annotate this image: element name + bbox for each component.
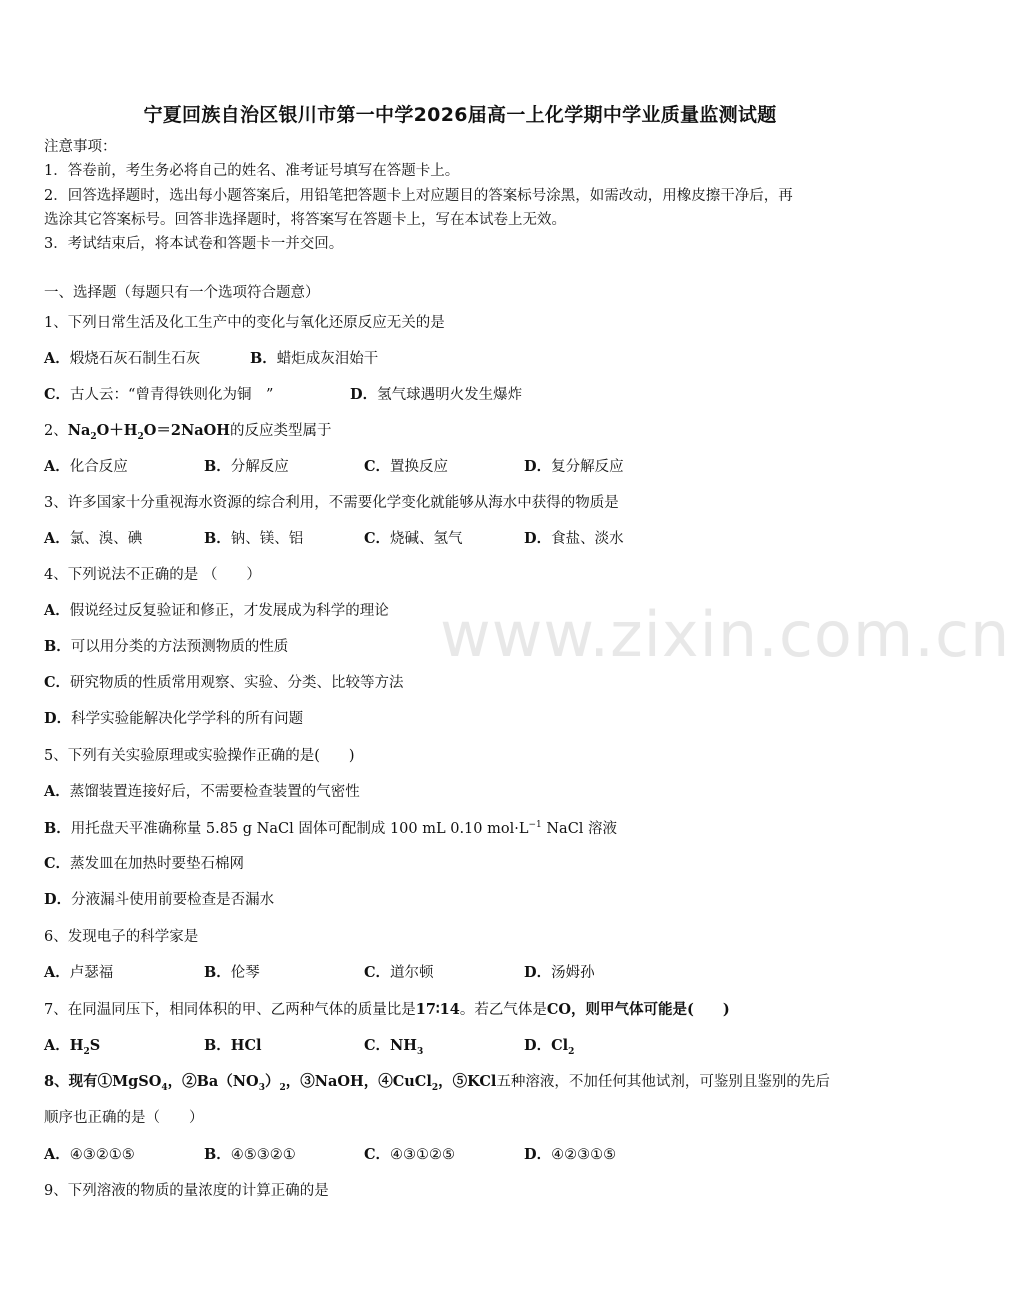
formula-subscript: 2: [90, 431, 97, 442]
option-key: A．: [44, 964, 70, 981]
option-key: C．: [364, 458, 391, 475]
q5-option-d: [44, 893, 274, 908]
q7-option-c: [364, 1039, 423, 1057]
option-key: B．: [250, 350, 277, 367]
option-key: D．: [44, 891, 72, 908]
option-text: 卢瑟福: [69, 965, 114, 981]
stem-text: 的反应类型属于: [229, 423, 332, 439]
formula-subscript: 2: [83, 1046, 90, 1057]
formula-subscript: 2: [279, 1082, 286, 1093]
option-text: 伦琴: [230, 965, 260, 981]
option-key: C．: [44, 855, 71, 872]
option-key: A．: [44, 1037, 70, 1054]
q4-option-d: [44, 712, 303, 727]
option-key: B．: [204, 1037, 231, 1054]
option-text: ④③①②⑤: [390, 1147, 456, 1163]
q4-option-b: [44, 640, 288, 655]
mass-ratio: 17∶14: [415, 1001, 460, 1018]
unit-superscript: −1: [528, 820, 542, 830]
option-key: A．: [44, 783, 70, 800]
q6-option-b: [204, 966, 260, 981]
option-text: 烧碱、氢气: [390, 531, 463, 547]
option-key: D．: [350, 386, 378, 403]
formula-part: H: [69, 1037, 84, 1054]
q5-option-b: [44, 821, 617, 836]
formula-part: O＝2NaOH: [143, 422, 230, 439]
section-heading: 一、选择题（每题只有一个选项符合题意）: [44, 285, 320, 301]
option-text: ④③②①⑤: [69, 1147, 135, 1163]
option-key: D．: [524, 964, 552, 981]
q8-option-c: [364, 1148, 455, 1163]
question-7-stem: [44, 1003, 730, 1018]
q7-option-a: [44, 1039, 100, 1057]
option-text: 蒸馏装置连接好后，不需要检查装置的气密性: [69, 784, 360, 800]
stem-text: ，则甲气体可能是( ): [571, 1001, 730, 1018]
stem-text: ，②Ba（NO: [167, 1073, 259, 1090]
option-text: 分液漏斗使用前要检查是否漏水: [71, 892, 275, 908]
option-text: 化合反应: [69, 459, 128, 475]
option-key: C．: [364, 1037, 391, 1054]
option-text: 科学实验能解决化学学科的所有问题: [71, 711, 304, 727]
q6-option-d: [524, 966, 595, 981]
option-text: 古人云：“曾青得铁则化为铜 ”: [70, 387, 274, 403]
option-key: D．: [44, 710, 72, 727]
q8-option-a: [44, 1148, 135, 1163]
stem-text: ，③NaOH，④CuCl: [285, 1073, 432, 1090]
option-text: 汤姆孙: [551, 965, 595, 981]
q7-option-b: [204, 1039, 262, 1054]
question-2-stem: [44, 424, 331, 442]
option-text: 分解反应: [230, 459, 289, 475]
question-4-stem: 4、下列说法不正确的是 （ ）: [44, 567, 261, 583]
option-key: A．: [44, 1146, 70, 1163]
option-text: 蜡炬成灰泪始干: [276, 351, 379, 367]
q3-option-a: [44, 532, 142, 547]
option-key: B．: [204, 458, 231, 475]
q1-option-b: [250, 352, 378, 367]
option-text: 道尔顿: [390, 965, 434, 981]
question-6-stem: 6、发现电子的科学家是: [44, 929, 199, 945]
reaction-equation: [67, 422, 230, 442]
option-text: 蒸发皿在加热时要垫石棉网: [70, 856, 245, 872]
option-key: C．: [364, 1146, 391, 1163]
option-text: 食盐、淡水: [551, 531, 624, 547]
option-key: B．: [44, 638, 71, 655]
formula-part: O＋H: [96, 422, 138, 439]
option-key: C．: [364, 530, 391, 547]
option-key: D．: [524, 458, 552, 475]
question-3-stem: 3、许多国家十分重视海水资源的综合利用，不需要化学变化就能够从海水中获得的物质是: [44, 495, 619, 511]
stem-text: 五种溶液，不加任何其他试剂，可鉴别且鉴别的先后: [496, 1074, 830, 1090]
question-8-stem: [44, 1075, 830, 1093]
watermark: www.zixin.com.cn: [440, 598, 1010, 671]
option-text: ④②③①⑤: [551, 1147, 617, 1163]
option-key: A．: [44, 530, 70, 547]
option-key: B．: [204, 530, 231, 547]
q2-option-d: [524, 460, 624, 475]
q4-option-c: [44, 676, 404, 691]
option-text: 氢气球遇明火发生爆炸: [377, 387, 523, 403]
option-key: A．: [44, 458, 70, 475]
option-key: A．: [44, 602, 70, 619]
stem-text: ）: [264, 1073, 280, 1090]
q5-option-a: [44, 785, 360, 800]
q2-option-c: [364, 460, 448, 475]
q6-option-c: [364, 966, 434, 981]
q4-option-a: [44, 604, 389, 619]
q3-option-c: [364, 532, 463, 547]
exam-title: 宁夏回族自治区银川市第一中学2026届高一上化学期中学业质量监测试题: [143, 104, 777, 126]
option-key: D．: [524, 1146, 552, 1163]
question-5-stem: 5、下列有关实验原理或实验操作正确的是( ): [44, 748, 355, 764]
option-text: 复分解反应: [551, 459, 624, 475]
q8-option-b: [204, 1148, 296, 1163]
formula-subscript: 2: [568, 1046, 575, 1057]
formula-co: CO: [546, 1001, 572, 1018]
question-9-stem: 9、下列溶液的物质的量浓度的计算正确的是: [44, 1183, 329, 1199]
formula-subscript: 3: [417, 1046, 424, 1057]
formula-subscript: 4: [161, 1082, 168, 1093]
notice-line-1: 1．答卷前，考生务必将自己的姓名、准考证号填写在答题卡上。: [44, 163, 460, 179]
question-number: 2、: [44, 423, 68, 439]
option-key: B．: [204, 964, 231, 981]
option-text: HCl: [230, 1037, 262, 1054]
formula-subscript: 2: [137, 431, 144, 442]
notice-heading: 注意事项：: [44, 139, 117, 155]
option-text: 用托盘天平准确称量 5.85 g NaCl 固体可配制成 100 mL 0.10 mol·L: [70, 820, 529, 837]
option-key: C．: [364, 964, 391, 981]
option-key: A．: [44, 350, 70, 367]
option-text: 研究物质的性质常用观察、实验、分类、比较等方法: [70, 675, 404, 691]
notice-line-3: 3．考试结束后，将本试卷和答题卡一并交回。: [44, 236, 344, 252]
option-text: 置换反应: [390, 459, 449, 475]
formula-part: NH: [390, 1037, 418, 1054]
option-key: C．: [44, 674, 71, 691]
option-text: 氯、溴、碘: [69, 531, 143, 547]
stem-text: 7、在同温同压下，相同体积的甲、乙两种气体的质量比是: [44, 1002, 416, 1018]
formula-subscript: 2: [431, 1082, 439, 1093]
option-text: 煅烧石灰石制生石灰: [69, 351, 201, 367]
option-key: C．: [44, 386, 71, 403]
stem-text: 。若乙气体是: [459, 1002, 547, 1018]
stem-text: ，⑤KCl: [438, 1073, 497, 1090]
formula-part: Cl: [551, 1037, 569, 1054]
option-text: 假说经过反复验证和修正，才发展成为科学的理论: [69, 603, 389, 619]
formula-part: S: [89, 1037, 101, 1054]
option-text: ④⑤③②①: [230, 1147, 296, 1163]
q8-option-d: [524, 1148, 616, 1163]
notice-line-2b: 选涂其它答案标号。回答非选择题时，将答案写在答题卡上，写在本试卷上无效。: [44, 212, 566, 228]
q2-option-a: [44, 460, 128, 475]
option-text: 钠、镁、铝: [230, 531, 304, 547]
q3-option-b: [204, 532, 303, 547]
q7-option-d: [524, 1039, 574, 1057]
q2-option-b: [204, 460, 289, 475]
q1-option-a: [44, 352, 200, 367]
notice-line-2a: 2．回答选择题时，选出每小题答案后，用铅笔把答题卡上对应题目的答案标号涂黑，如需改动，用橡皮擦干净后，再: [44, 188, 793, 204]
option-key: D．: [524, 530, 552, 547]
option-text: 可以用分类的方法预测物质的性质: [70, 639, 289, 655]
q3-option-d: [524, 532, 624, 547]
option-key: B．: [44, 819, 71, 837]
stem-text: 8、现有①MgSO: [44, 1073, 162, 1090]
formula-part: Na: [67, 422, 91, 439]
option-key: D．: [524, 1037, 552, 1054]
option-key: B．: [204, 1146, 231, 1163]
q1-option-c: [44, 388, 273, 403]
formula-subscript: 3: [258, 1082, 265, 1093]
question-8-stem-line2: 顺序也正确的是（ ）: [44, 1110, 204, 1126]
q6-option-a: [44, 966, 113, 981]
q5-option-c: [44, 857, 244, 872]
q1-option-d: [350, 388, 522, 403]
question-1-stem: 1、下列日常生活及化工生产中的变化与氧化还原反应无关的是: [44, 315, 445, 331]
option-text: NaCl 溶液: [541, 820, 618, 837]
